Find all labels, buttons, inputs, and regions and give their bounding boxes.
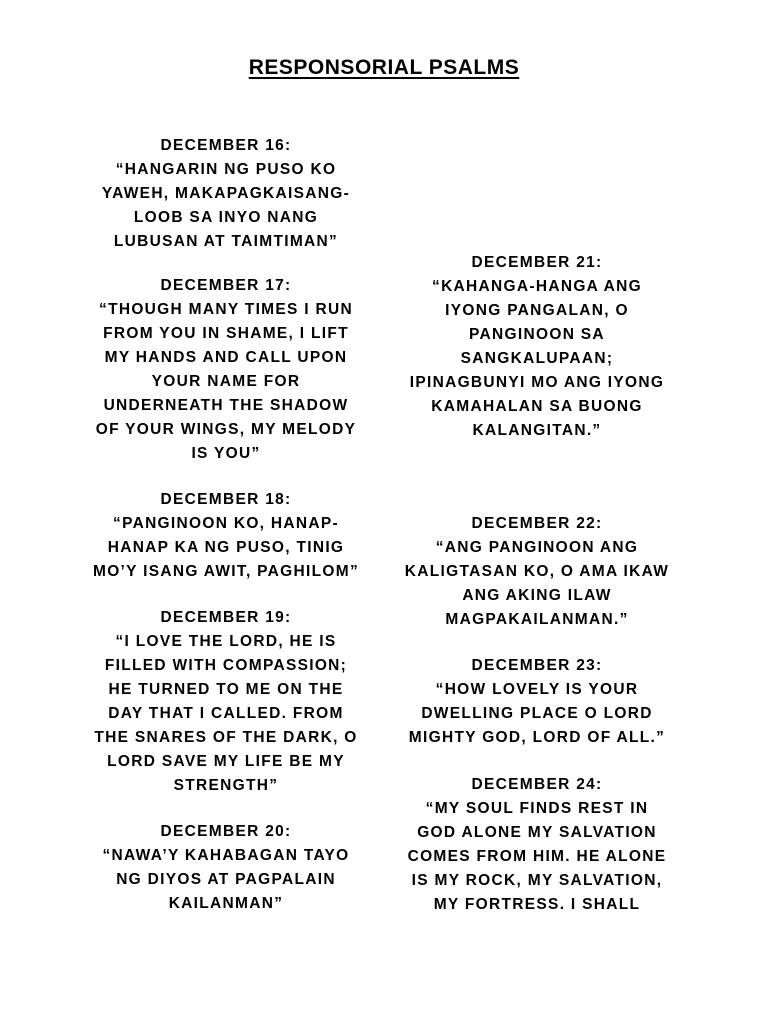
psalm-date: DECEMBER 24: (471, 776, 603, 793)
psalm-line: HANAP KA NG PUSO, TINIG (107, 539, 345, 556)
psalm-line: IS MY ROCK, MY SALVATION, (411, 872, 663, 889)
psalm-line: UNDERNEATH THE SHADOW (103, 397, 349, 414)
psalm-line: IS YOU” (191, 445, 261, 462)
psalm-line: DWELLING PLACE O LORD (421, 705, 653, 722)
psalm-entry-dec-17 (76, 274, 376, 466)
psalm-line: LOOB SA INYO NANG (133, 209, 319, 226)
psalm-date: DECEMBER 16: (160, 137, 292, 154)
psalm-line: GOD ALONE MY SALVATION (417, 824, 657, 841)
psalm-response (76, 630, 376, 798)
psalm-date: DECEMBER 22: (471, 515, 603, 532)
psalm-line: “KAHANGA-HANGA ANG (432, 278, 642, 295)
psalm-line: SANGKALUPAAN; (460, 350, 614, 367)
psalm-line: “THOUGH MANY TIMES I RUN (99, 301, 353, 318)
psalm-line: MIGHTY GOD, LORD OF ALL.” (408, 729, 666, 746)
psalm-line: IYONG PANGALAN, O (445, 302, 629, 319)
psalm-response (76, 158, 376, 254)
psalm-line: “PANGINOON KO, HANAP- (113, 515, 339, 532)
psalm-entry-dec-20 (76, 820, 376, 916)
psalm-response (76, 298, 376, 466)
psalm-date: DECEMBER 17: (160, 277, 292, 294)
psalm-line: “HOW LOVELY IS YOUR (435, 681, 639, 698)
psalm-line: LUBUSAN AT TAIMTIMAN” (113, 233, 339, 250)
psalm-response (387, 797, 687, 917)
psalm-entry-dec-18 (76, 488, 376, 584)
psalm-line: THE SNARES OF THE DARK, O (94, 729, 358, 746)
psalm-line: YOUR NAME FOR (151, 373, 301, 390)
psalm-line: MY FORTRESS. I SHALL (433, 896, 641, 913)
psalm-line: FILLED WITH COMPASSION; (104, 657, 348, 674)
psalm-line: “ANG PANGINOON ANG (435, 539, 639, 556)
psalm-date: DECEMBER 18: (160, 491, 292, 508)
psalm-response (387, 536, 687, 632)
psalm-line: “HANGARIN NG PUSO KO (115, 161, 337, 178)
psalm-line: ANG AKING ILAW (462, 587, 612, 604)
psalm-line: KAMAHALAN SA BUONG (431, 398, 643, 415)
psalm-line: KAILANMAN” (168, 895, 284, 912)
psalm-date: DECEMBER 20: (160, 823, 292, 840)
psalm-line: “NAWA’Y KAHABAGAN TAYO (102, 847, 350, 864)
psalm-response (387, 678, 687, 750)
psalm-response (76, 512, 376, 584)
psalm-line: KALIGTASAN KO, O AMA IKAW (404, 563, 670, 580)
psalm-line: “I LOVE THE LORD, HE IS (115, 633, 337, 650)
psalm-line: KALANGITAN.” (472, 422, 602, 439)
psalm-line: “MY SOUL FINDS REST IN (425, 800, 649, 817)
psalm-line: COMES FROM HIM. HE ALONE (407, 848, 667, 865)
psalm-line: IPINAGBUNYI MO ANG IYONG (409, 374, 665, 391)
psalm-entry-dec-16 (76, 134, 376, 254)
psalm-entry-dec-21 (387, 251, 687, 443)
psalm-line: OF YOUR WINGS, MY MELODY (95, 421, 357, 438)
psalm-line: STRENGTH” (173, 777, 279, 794)
psalm-line: LORD SAVE MY LIFE BE MY (107, 753, 345, 770)
psalm-entry-dec-19 (76, 606, 376, 798)
psalm-date: DECEMBER 19: (160, 609, 292, 626)
psalm-line: MY HANDS AND CALL UPON (104, 349, 348, 366)
page-title: RESPONSORIAL PSALMS (248, 56, 520, 79)
psalm-line: NG DIYOS AT PAGPALAIN (116, 871, 336, 888)
psalm-line: YAWEH, MAKAPAGKAISANG- (101, 185, 351, 202)
psalm-entry-dec-22 (387, 512, 687, 632)
psalm-line: MO’Y ISANG AWIT, PAGHILOM” (92, 563, 360, 580)
psalm-line: PANGINOON SA (469, 326, 605, 343)
psalm-line: FROM YOU IN SHAME, I LIFT (103, 325, 349, 342)
psalm-date: DECEMBER 21: (471, 254, 603, 271)
psalm-response (387, 275, 687, 443)
psalm-line: MAGPAKAILANMAN.” (445, 611, 629, 628)
psalm-date: DECEMBER 23: (471, 657, 603, 674)
psalm-line: DAY THAT I CALLED. FROM (108, 705, 344, 722)
psalm-entry-dec-24 (387, 773, 687, 917)
psalm-line: HE TURNED TO ME ON THE (108, 681, 344, 698)
psalm-entry-dec-23 (387, 654, 687, 750)
psalm-response (76, 844, 376, 916)
